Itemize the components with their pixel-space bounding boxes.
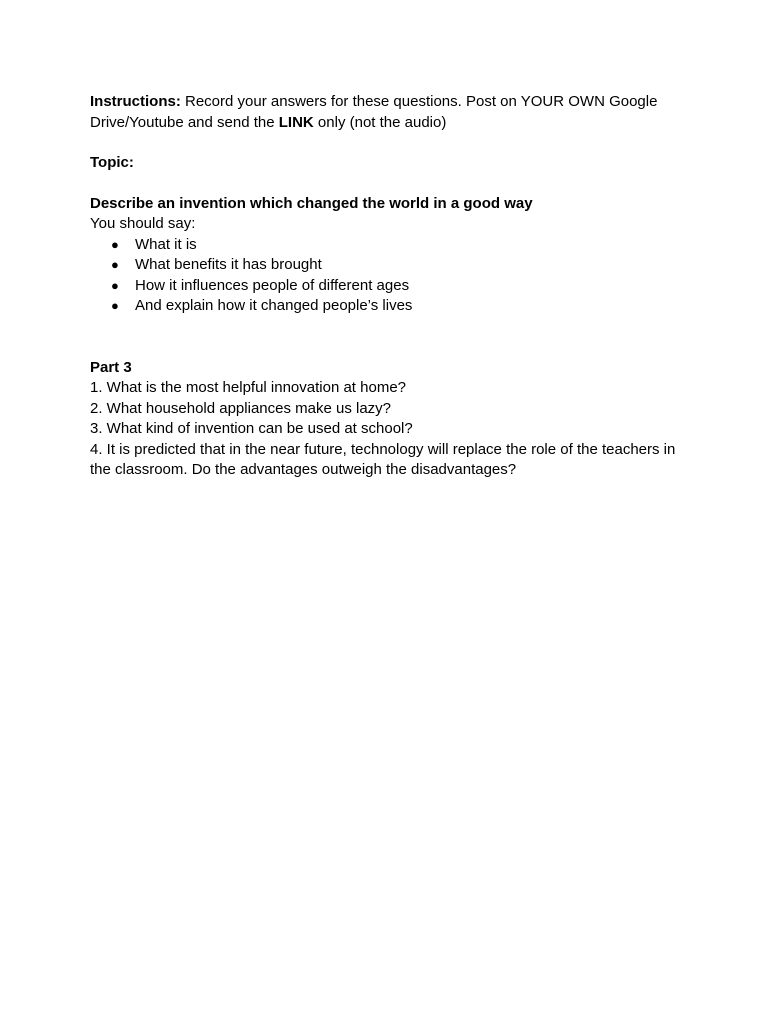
bullet-icon: ● xyxy=(111,277,119,293)
question-1: 1. What is the most helpful innovation at home? xyxy=(90,379,407,396)
instructions-label: Instructions: xyxy=(90,93,181,110)
instructions-text-1: Record your answers for these questions. Post on YOUR OWN Google Drive/Youtube and send the xyxy=(90,93,658,131)
list-item-text: What benefits it has brought xyxy=(135,256,322,273)
list-item xyxy=(90,276,690,297)
instructions-paragraph xyxy=(90,92,690,133)
question-4: 4. It is predicted that in the near future, technology will replace the role of the teachers in the classroom. Do the advantages outweigh the disadvantages? xyxy=(90,440,676,478)
list-item xyxy=(90,235,690,256)
question-2: 2. What household appliances make us lazy? xyxy=(90,399,392,417)
cue-card-intro: You should say: xyxy=(90,215,196,232)
bullet-icon: ● xyxy=(111,236,119,252)
bullet-icon: ● xyxy=(111,298,119,313)
cue-card-points xyxy=(90,235,690,317)
part3-section xyxy=(90,358,690,481)
document-page xyxy=(90,92,690,481)
cue-card-title: Describe an invention which changed the world in a good way xyxy=(90,194,533,212)
list-item xyxy=(90,296,690,317)
topic-label: Topic: xyxy=(90,154,134,171)
instructions-text-2: only (not the audio) xyxy=(313,113,447,131)
topic-heading xyxy=(90,153,690,174)
list-item-text: And explain how it changed people’s lives xyxy=(135,297,413,314)
question-3: 3. What kind of invention can be used at school? xyxy=(90,420,413,437)
part3-heading: Part 3 xyxy=(90,358,132,376)
list-item-text: What it is xyxy=(135,235,197,253)
link-word: LINK xyxy=(278,113,314,131)
list-item-text: How it influences people of different ages xyxy=(135,276,410,294)
list-item xyxy=(90,255,690,276)
bullet-icon: ● xyxy=(111,257,119,272)
